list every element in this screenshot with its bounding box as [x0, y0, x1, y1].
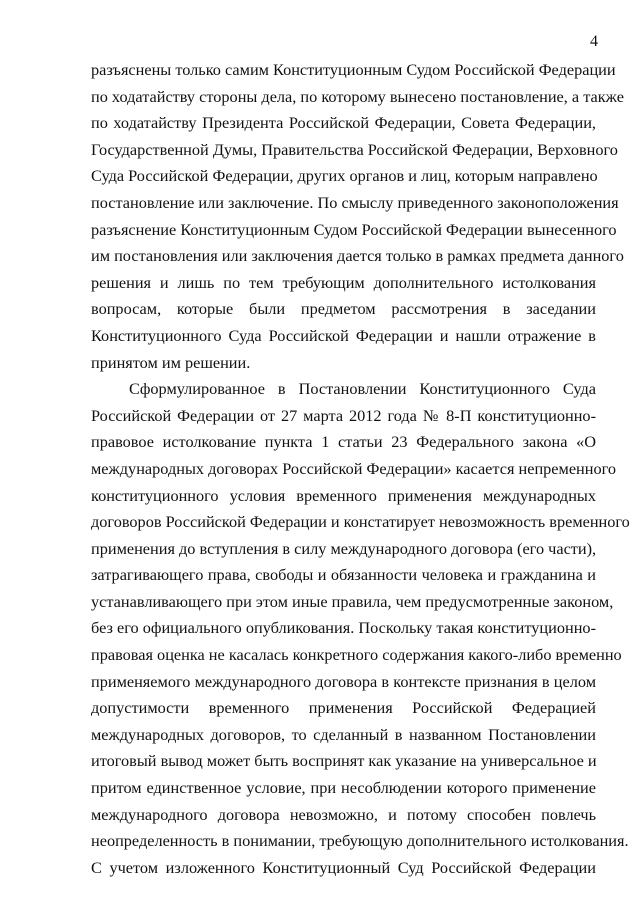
text-line: итоговый вывод может быть воспринят как указание на универсальное и — [91, 751, 597, 771]
text-line: правовая оценка не касалась конкретного содержания какого-либо временно — [91, 645, 622, 665]
text-line: притом единственное условие, при несоблюдении которого применение — [91, 778, 596, 798]
text-line: международных договоров, то сделанный в названном Постановлении — [91, 724, 596, 744]
text-line: по ходатайству стороны дела, по которому вынесено постановление, а также — [91, 86, 624, 106]
body-text — [91, 57, 630, 881]
text-line: международных договорах Российской Федерации» касается непременного — [91, 458, 617, 478]
text-line: Конституционного Суда Российской Федерации и нашли отражение в — [91, 325, 596, 345]
text-line: по ходатайству Президента Российской Федерации, Совета Федерации, — [91, 113, 596, 133]
text-line: С учетом изложенного Конституционный Суд Российской Федерации — [91, 857, 596, 877]
text-line: устанавливающего при этом иные правила, чем предусмотренные законом, — [91, 591, 614, 611]
text-line: им постановления или заключения дается только в рамках предмета данного — [91, 246, 624, 266]
text-line: принятом им решении. — [91, 352, 251, 372]
text-line: решения и лишь по тем требующим дополнительного истолкования — [91, 272, 596, 292]
text-line: применяемого международного договора в контексте признания в целом — [91, 671, 596, 691]
text-line: разъяснены только самим Конституционным Судом Российской Федерации — [91, 60, 616, 79]
text-line: Российской Федерации от 27 марта 2012 года № 8-П конституционно- — [91, 405, 596, 425]
text-line: конституционного условия временного применения международных — [91, 485, 596, 505]
text-line: допустимости временного применения Российской Федерацией — [91, 698, 596, 718]
text-line: Государственной Думы, Правительства Российской Федерации, Верховного — [91, 139, 618, 159]
text-line: вопросам, которые были предметом рассмотрения в заседании — [91, 299, 596, 319]
paragraph — [91, 57, 624, 376]
page-number: 4 — [590, 33, 598, 50]
text-line: Сформулированное в Постановлении Конституционного Суда — [129, 379, 596, 399]
text-line: международного договора невозможно, и потому способен повлечь — [91, 804, 596, 824]
text-line: без его официального опубликования. Поскольку такая конституционно- — [91, 618, 596, 638]
text-line: разъяснение Конституционным Судом Российской Федерации вынесенного — [91, 219, 617, 239]
text-line: неопределенность в понимании, требующую дополнительного истолкования. — [91, 831, 629, 851]
text-line: правовое истолкование пункта 1 статьи 23 Федерального закона «О — [91, 432, 596, 452]
text-line: Суда Российской Федерации, других органов и лиц, которым направлено — [91, 166, 598, 186]
text-line: применения до вступления в силу международного договора (его части), — [91, 538, 597, 558]
text-line: постановление или заключение. По смыслу приведенного законоположения — [91, 192, 619, 212]
paragraph — [91, 376, 630, 881]
text-line: договоров Российской Федерации и констатирует невозможность временного — [91, 512, 630, 532]
text-line: затрагивающего права, свободы и обязанности человека и гражданина и — [91, 565, 596, 585]
